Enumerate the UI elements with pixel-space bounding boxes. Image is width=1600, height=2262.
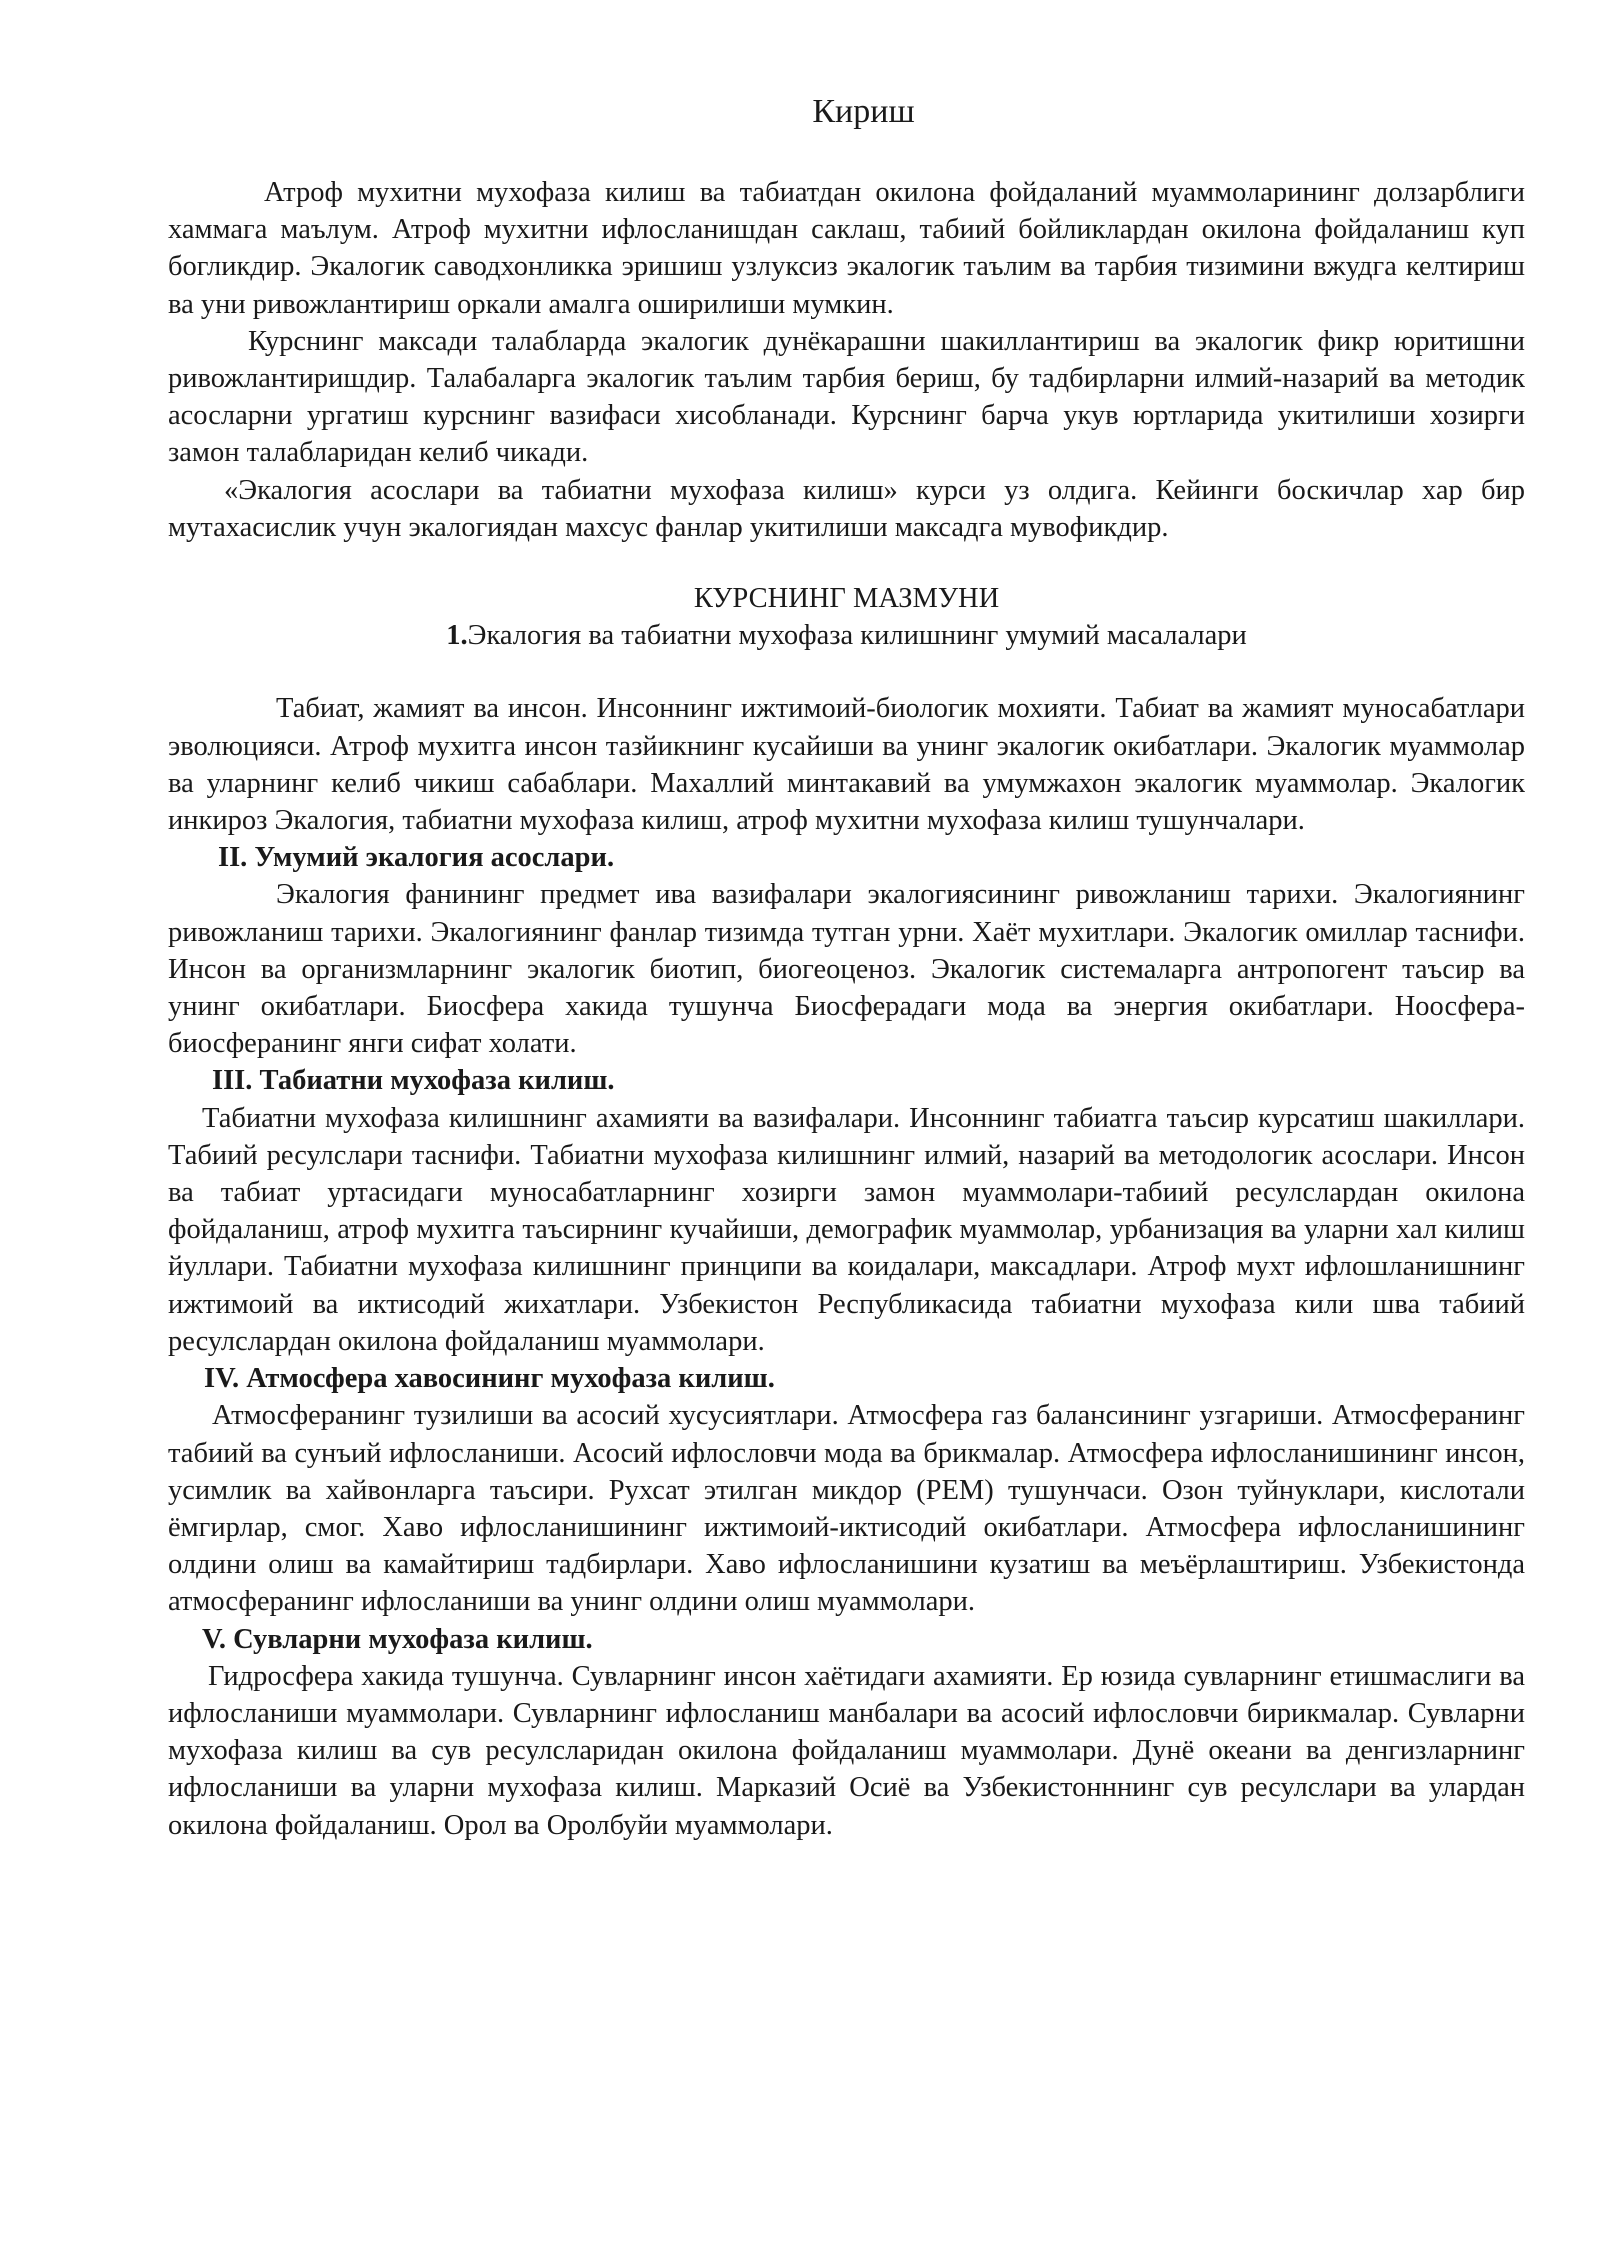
section-2-body: Экалогия фанининг предмет ива вазифалари экалогиясининг ривожланиш тарихи. Экалогиянинг ривожланиш тарихи. Экалогиянинг фанлар тизимда тутган урни. Хаёт мухитлари. Экалогик омиллар таснифи. Инсон ва организмларнинг экалогик биотип, биогеоценоз. Экалогик системаларга антропогент таъсир ва унинг окибатлари. Биосфера хакида тушунча Биосферадаги мода ва энергия окибатлари. Ноосфера-биосферанинг янги сифат холати. <box>168 879 1525 1060</box>
section-4-body: Атмосферанинг тузилиши ва асосий хусусиятлари. Атмосфера газ балансининг узгариши. Атмосферанинг табиий ва сунъий ифлосланиши. Асосий ифлословчи мода ва брикмалар. Атмосфера ифлосланишининг инсон, усимлик ва хайвонларга таъсири. Рухсат этилган микдор (РЕМ) тушунчаси. Озон туйнуклари, кислотали ёмгирлар, смог. Хаво ифлосланишининг ижтимоий-иктисодий окибатлари. Атмосфера ифлосланишининг олдини олиш ва камайтириш тадбирлари. Хаво ифлосланишини кузатиш ва меъёрлаштириш. Узбекистонда атмосферанинг ифлосланиши ва унинг олдини олиш муаммолари. <box>168 1400 1525 1618</box>
intro-paragraph-2: Курснинг максади талабларда экалогик дунёкарашни шакиллантириш ва экалогик фикр юритишни ривожлантиришдир. Талабаларга экалогик таълим тарбия бериш, бу тадбирларни илмий-назарий ва методик асосларни ургатиш курснинг вазифаси хисобланади. Курснинг барча укув юртларида укитилиши хозирги замон талабларидан келиб чикади. <box>168 325 1525 469</box>
section-3-body: Табиатни мухофаза килишнинг ахамияти ва вазифалари. Инсоннинг табиатга таъсир курсатиш шакиллари. Табиий ресулслари таснифи. Табиатни мухофаза килишнинг илмий, назарий ва методологик асослари. Инсон ва табиат уртасидаги муносабатларнинг хозирги замон муаммолари-табиий ресулслардан окилона фойдаланиш, атроф мухитга таъсирнинг кучайиши, демографик муаммолар, урбанизация ва уларни хал килиш йуллари. Табиатни мухофаза килишнинг принципи ва коидалари, максадлари. Атроф мухт ифлошланишнинг ижтимоий ва иктисодий жихатлари. Узбекистон Республикасида табиатни мухофаза кили шва табиий ресулслардан окилона фойдаланиш муаммолари. <box>168 1102 1525 1357</box>
document-page <box>168 90 1525 1844</box>
section-4-heading: IV. Атмосфера хавосининг мухофаза килиш. <box>204 1363 775 1395</box>
section-5-body: Гидросфера хакида тушунча. Сувларнинг инсон хаётидаги ахамияти. Ер юзида сувларнинг етишмаслиги ва ифлосланиши муаммолари. Сувларнинг ифлосланиш манбалари ва асосий ифлословчи бирикмалар. Сувларни мухофаза килиш ва сув ресулсларидан окилона фойдаланиш муаммолари. Дунё океани ва денгизларнинг ифлосланиши ва уларни мухофаза килиш. Марказий Осиё ва Узбекистонннинг сув ресулслари ва улардан окилона фойдаланиш. Орол ва Оролбуйи муаммолари. <box>168 1660 1525 1841</box>
course-content-title: КУРСНИНГ МАЗМУНИ <box>693 583 1000 615</box>
spacer <box>168 654 1525 690</box>
section-1-number: 1. <box>446 620 468 652</box>
intro-paragraph-1: Атроф мухитни мухофаза килиш ва табиатдан окилона фойдаланий муаммоларининг долзарблиги хаммага маълум. Атроф мухитни ифлосланишдан саклаш, табиий бойликлардан окилона фойдаланиш куп богликдир. Экалогик саводхонликка эришиш узлуксиз экалогик таълим ва тарбия тизимини вжудга келтириш ва уни ривожлантириш оркали амалга оширилиши мумкин. <box>168 177 1525 320</box>
section-1-title-text: Экалогия ва табиатни мухофаза килишнинг умумий масалалари <box>467 620 1247 652</box>
section-2-heading: II. Умумий экалогия асослари. <box>218 842 615 874</box>
section-5-heading: V. Сувларни мухофаза килиш. <box>202 1623 593 1655</box>
section-1-body: Табиат, жамият ва инсон. Инсоннинг ижтимоий-биологик мохияти. Табиат ва жамият муносабатлари эволюцияси. Атроф мухитга инсон тазйикнинг кусайиши ва унинг экалогик окибатлари. Экалогик муаммолар ва уларнинг келиб чикиш сабаблари. Махаллий минтакавий ва умумжахон экалогик муаммолар. Экалогик инкироз Экалогия, табиатни мухофаза килиш, атроф мухитни мухофаза килиш тушунчалари. <box>168 693 1525 837</box>
section-3-heading: III. Табиатни мухофаза килиш. <box>212 1065 615 1097</box>
section-1-title <box>168 617 1525 654</box>
intro-paragraph-3: «Экалогия асослари ва табиатни мухофаза килиш» курси уз олдига. Кейинги боскичлар хар бир мутахасислик учун экалогиядан махсус фанлар укитилиши максадга мувофикдир. <box>168 474 1525 543</box>
page-title: Кириш <box>812 93 915 130</box>
